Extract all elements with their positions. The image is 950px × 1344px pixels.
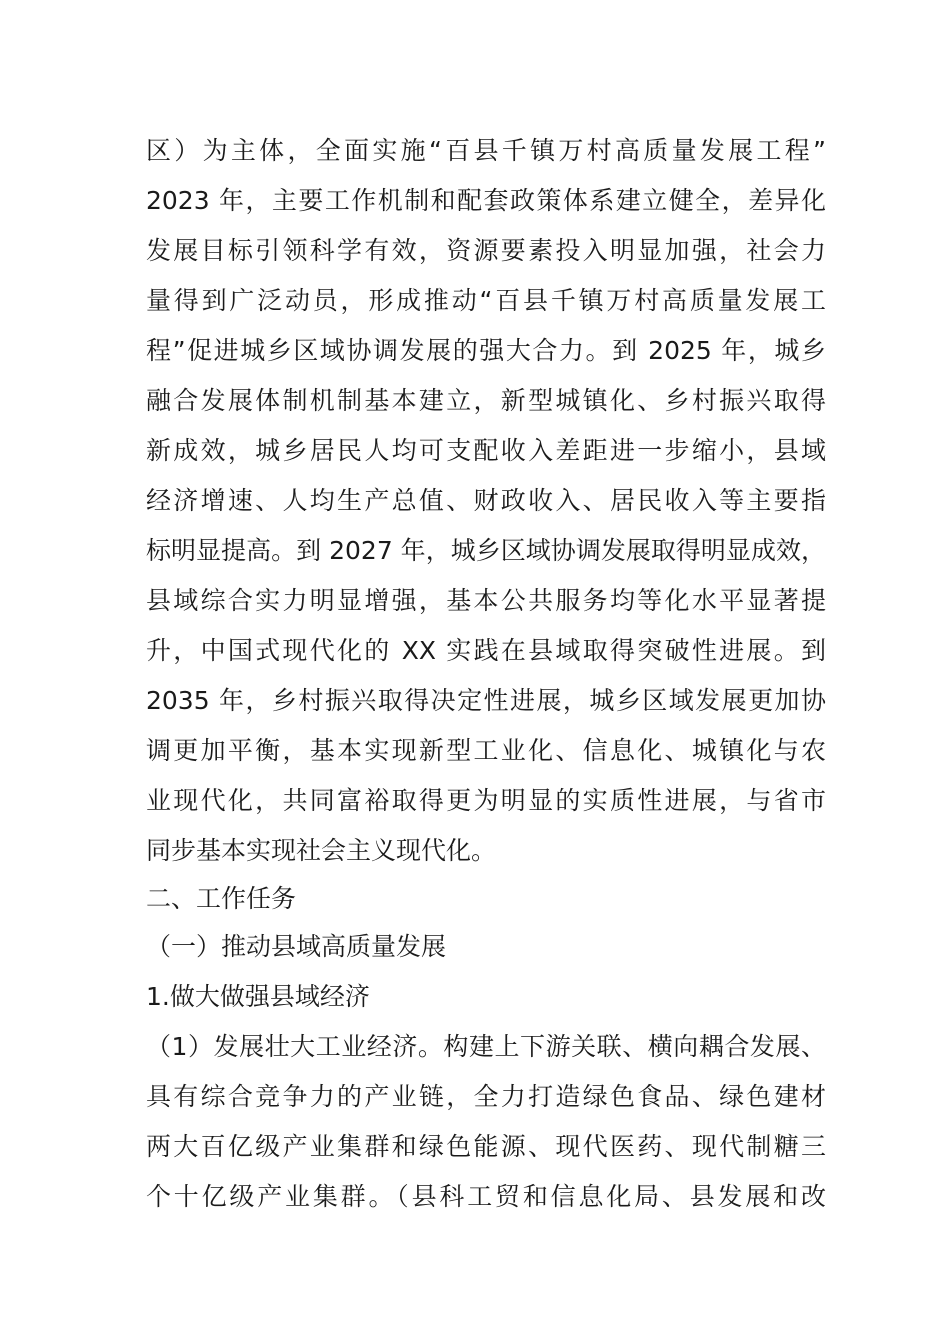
paragraph-line: 2023 年，主要工作机制和配套政策体系建立健全，差异化 (146, 186, 826, 215)
paragraph-line: 升，中国式现代化的 XX 实践在县域取得突破性进展。到 (146, 636, 826, 665)
paragraph-line: 标明显提高。到 2027 年，城乡区域协调发展取得明显成效， (146, 536, 826, 565)
paragraph-line: 程”促进城乡区域协调发展的强大合力。到 2025 年，城乡 (146, 336, 826, 365)
paragraph-line: （1）发展壮大工业经济。构建上下游关联、横向耦合发展、 (146, 1032, 826, 1061)
paragraph-line: 发展目标引领科学有效，资源要素投入明显加强，社会力 (146, 236, 826, 265)
paragraph-line: 调更加平衡，基本实现新型工业化、信息化、城镇化与农 (146, 736, 826, 765)
subsection-heading: （一）推动县域高质量发展 (146, 932, 447, 961)
paragraph-line: 量得到广泛动员，形成推动“百县千镇万村高质量发展工 (146, 286, 826, 315)
paragraph-line: 具有综合竞争力的产业链，全力打造绿色食品、绿色建材 (146, 1082, 826, 1111)
paragraph-line: 2035 年，乡村振兴取得决定性进展，城乡区域发展更加协 (146, 686, 826, 715)
section-heading: 二、工作任务 (146, 884, 297, 913)
paragraph-line: 业现代化，共同富裕取得更为明显的实质性进展，与省市 (146, 786, 826, 815)
item-heading: 1.做大做强县域经济 (146, 982, 370, 1011)
paragraph-line: 区）为主体，全面实施“百县千镇万村高质量发展工程” (146, 136, 826, 165)
paragraph-line: 经济增速、人均生产总值、财政收入、居民收入等主要指 (146, 486, 826, 515)
paragraph-line: 两大百亿级产业集群和绿色能源、现代医药、现代制糖三 (146, 1132, 826, 1161)
paragraph-line: 同步基本实现社会主义现代化。 (146, 836, 497, 865)
paragraph-line: 融合发展体制机制基本建立，新型城镇化、乡村振兴取得 (146, 386, 826, 415)
paragraph-line: 个十亿级产业集群。（县科工贸和信息化局、县发展和改 (146, 1182, 826, 1211)
paragraph-line: 新成效，城乡居民人均可支配收入差距进一步缩小，县域 (146, 436, 826, 465)
paragraph-line: 县域综合实力明显增强，基本公共服务均等化水平显著提 (146, 586, 826, 615)
